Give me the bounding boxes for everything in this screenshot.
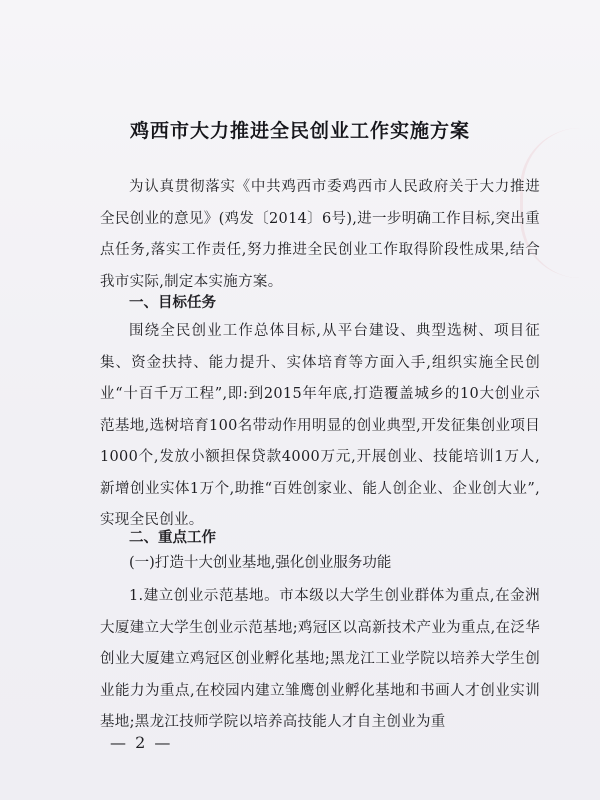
page-number: — 2 —	[110, 733, 173, 752]
item-paragraph: 1.建立创业示范基地。市本级以大学生创业群体为重点,在金洲大厦建立大学生创业示范基地;鸡冠区以高新技术产业为重点,在泛华创业大厦建立鸡冠区创业孵化基地;黑龙江工业学院以培养大学生创业能力为重点,在校园内建立雏鹰创业孵化基地和书画人才创业实训基地;黑龙江技师学院以培养高技能人才自主创业为重	[100, 588, 540, 730]
section-heading-key-work: 二、重点工作	[129, 529, 216, 546]
section-heading-goals: 一、目标任务	[129, 294, 216, 311]
intro-paragraph: 为认真贯彻落实《中共鸡西市委鸡西市人民政府关于大力推进全民创业的意见》(鸡发〔2014〕6号),进一步明确工作目标,突出重点任务,落实工作责任,努力推进全民创业工作取得阶段性成果,结合我市实际,制定本实施方案。	[100, 179, 540, 290]
goals-paragraph: 围绕全民创业工作总体目标,从平台建设、典型选树、项目征集、资金扶持、能力提升、实体培育等方面入手,组织实施全民创业“十百千万工程”,即:到2015年年底,打造覆盖城乡的10大创业示范基地,选树培育100名带动作用明显的创业典型,开发征集创业项目1000个,发放小额担保贷款4000万元,开展创业、技能培训1万人,新增创业实体1万个,助推“百姓创家业、能人创企业、企业创大业”,实现全民创业。	[100, 323, 540, 528]
subsection-heading: (一)打造十大创业基地,强化创业服务功能	[129, 555, 392, 571]
document-title: 鸡西市大力推进全民创业工作实施方案	[129, 120, 470, 142]
